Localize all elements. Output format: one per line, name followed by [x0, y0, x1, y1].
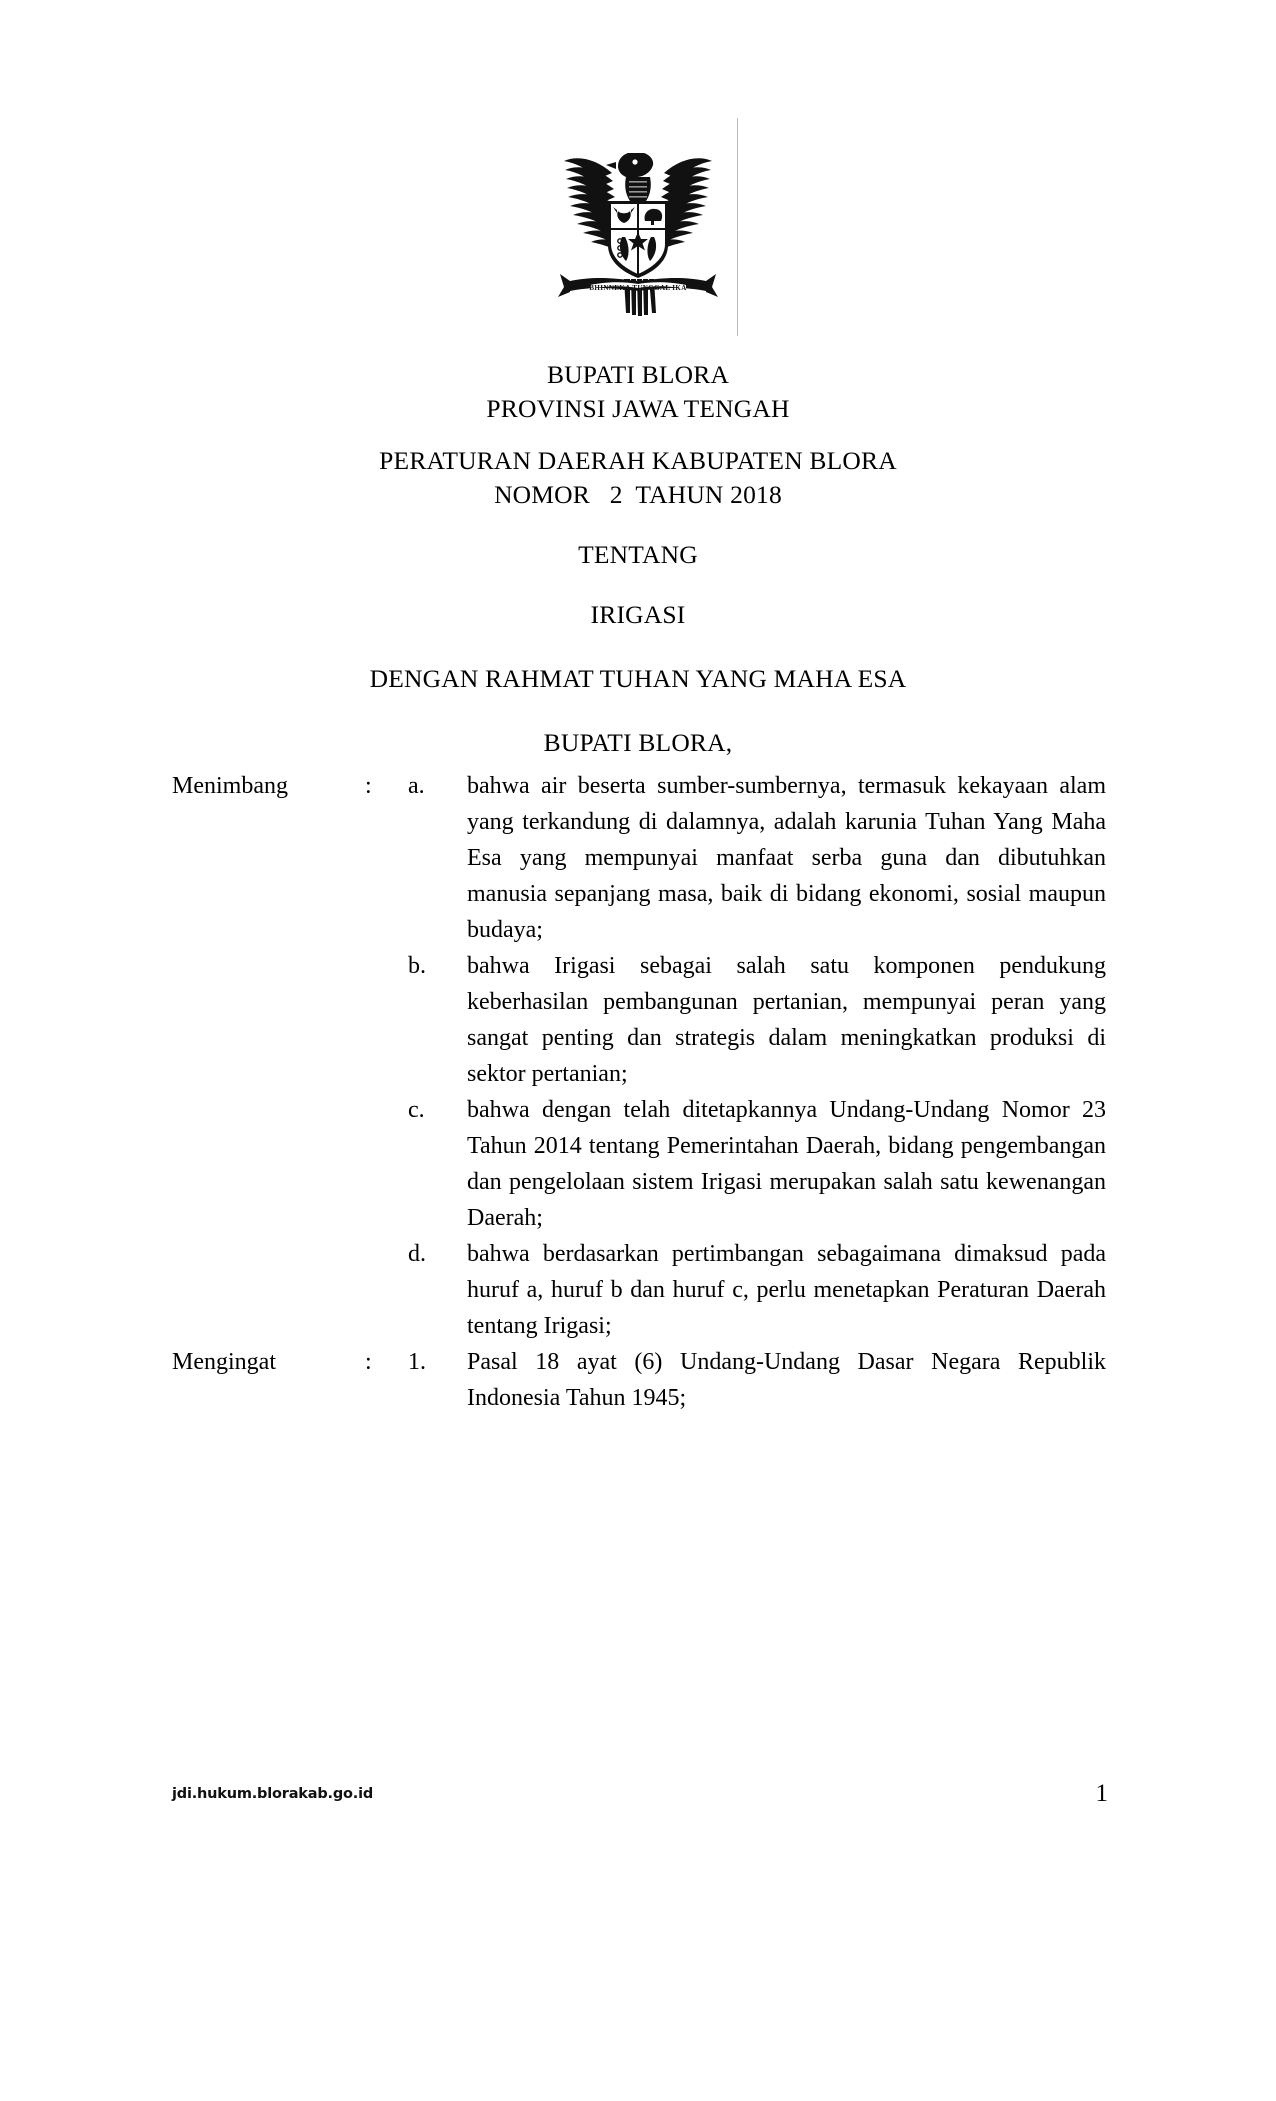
legal-basis-colon: : — [365, 1349, 372, 1375]
considerations-item-b — [172, 948, 1106, 1092]
document-headings — [0, 358, 1276, 760]
considerations-colon: : — [365, 773, 372, 799]
considerations-text-b: bahwa Irigasi sebagai salah satu komponen pendukung keberhasilan pembangunan pertanian, mempunyai peran yang sangat penting dan strategis dalam meningkatkan produksi di sektor pertanian; — [467, 953, 1106, 1087]
heading-line-provinsi: PROVINSI JAWA TENGAH — [486, 394, 790, 423]
heading-line-peraturan-daerah: PERATURAN DAERAH KABUPATEN BLORA — [379, 446, 897, 475]
list-marker-a: a. — [408, 773, 425, 799]
legal-basis-item-1 — [172, 1344, 1106, 1416]
page-number: 1 — [1095, 1780, 1108, 1807]
list-marker-d: d. — [408, 1241, 426, 1267]
garuda-pancasila-emblem — [538, 118, 738, 336]
svg-text:BHINNEKA TUNGGAL IKA: BHINNEKA TUNGGAL IKA — [588, 284, 687, 292]
heading-line-subject-irigasi: IRIGASI — [590, 600, 686, 629]
heading-line-nomor-tahun: NOMOR 2 TAHUN 2018 — [494, 480, 782, 509]
list-marker-c: c. — [408, 1097, 425, 1123]
garuda-pancasila-icon — [550, 129, 726, 325]
considerations-item-a — [172, 768, 1106, 948]
considerations-item-d — [172, 1236, 1106, 1344]
considerations-text-d: bahwa berdasarkan pertimbangan sebagaimana dimaksud pada huruf a, huruf b dan huruf c, perlu menetapkan Peraturan Daerah tentang Irigasi; — [467, 1241, 1106, 1339]
considerations-label: Menimbang — [172, 773, 288, 799]
emblem-container — [0, 118, 1276, 336]
list-marker-b: b. — [408, 953, 426, 979]
considerations-item-c — [172, 1092, 1106, 1236]
heading-line-dengan-rahmat: DENGAN RAHMAT TUHAN YANG MAHA ESA — [369, 664, 907, 693]
legal-basis-label: Mengingat — [172, 1349, 276, 1375]
document-body — [172, 768, 1106, 1416]
legal-basis-text-1: Pasal 18 ayat (6) Undang-Undang Dasar Negara Republik Indonesia Tahun 1945; — [467, 1349, 1106, 1411]
heading-line-bupati-blora: BUPATI BLORA — [546, 360, 730, 389]
heading-line-bupati-blora-signatory: BUPATI BLORA, — [543, 728, 733, 757]
considerations-text-c: bahwa dengan telah ditetapkannya Undang-Undang Nomor 23 Tahun 2014 tentang Pemerintahan Daerah, bidang pengembangan dan pengelolaan sistem Irigasi merupakan salah satu kewenangan Daerah; — [467, 1097, 1106, 1231]
considerations-text-a: bahwa air beserta sumber-sumbernya, termasuk kekayaan alam yang terkandung di dalamnya, adalah karunia Tuhan Yang Maha Esa yang mempunyai manfaat serba guna dan dibutuhkan manusia sepanjang masa, baik di bidang ekonomi, sosial maupun budaya; — [467, 773, 1106, 943]
heading-line-tentang: TENTANG — [578, 540, 698, 569]
footer-watermark-url: jdi.hukum.blorakab.go.id — [172, 1786, 374, 1802]
list-marker-1: 1. — [408, 1349, 426, 1375]
